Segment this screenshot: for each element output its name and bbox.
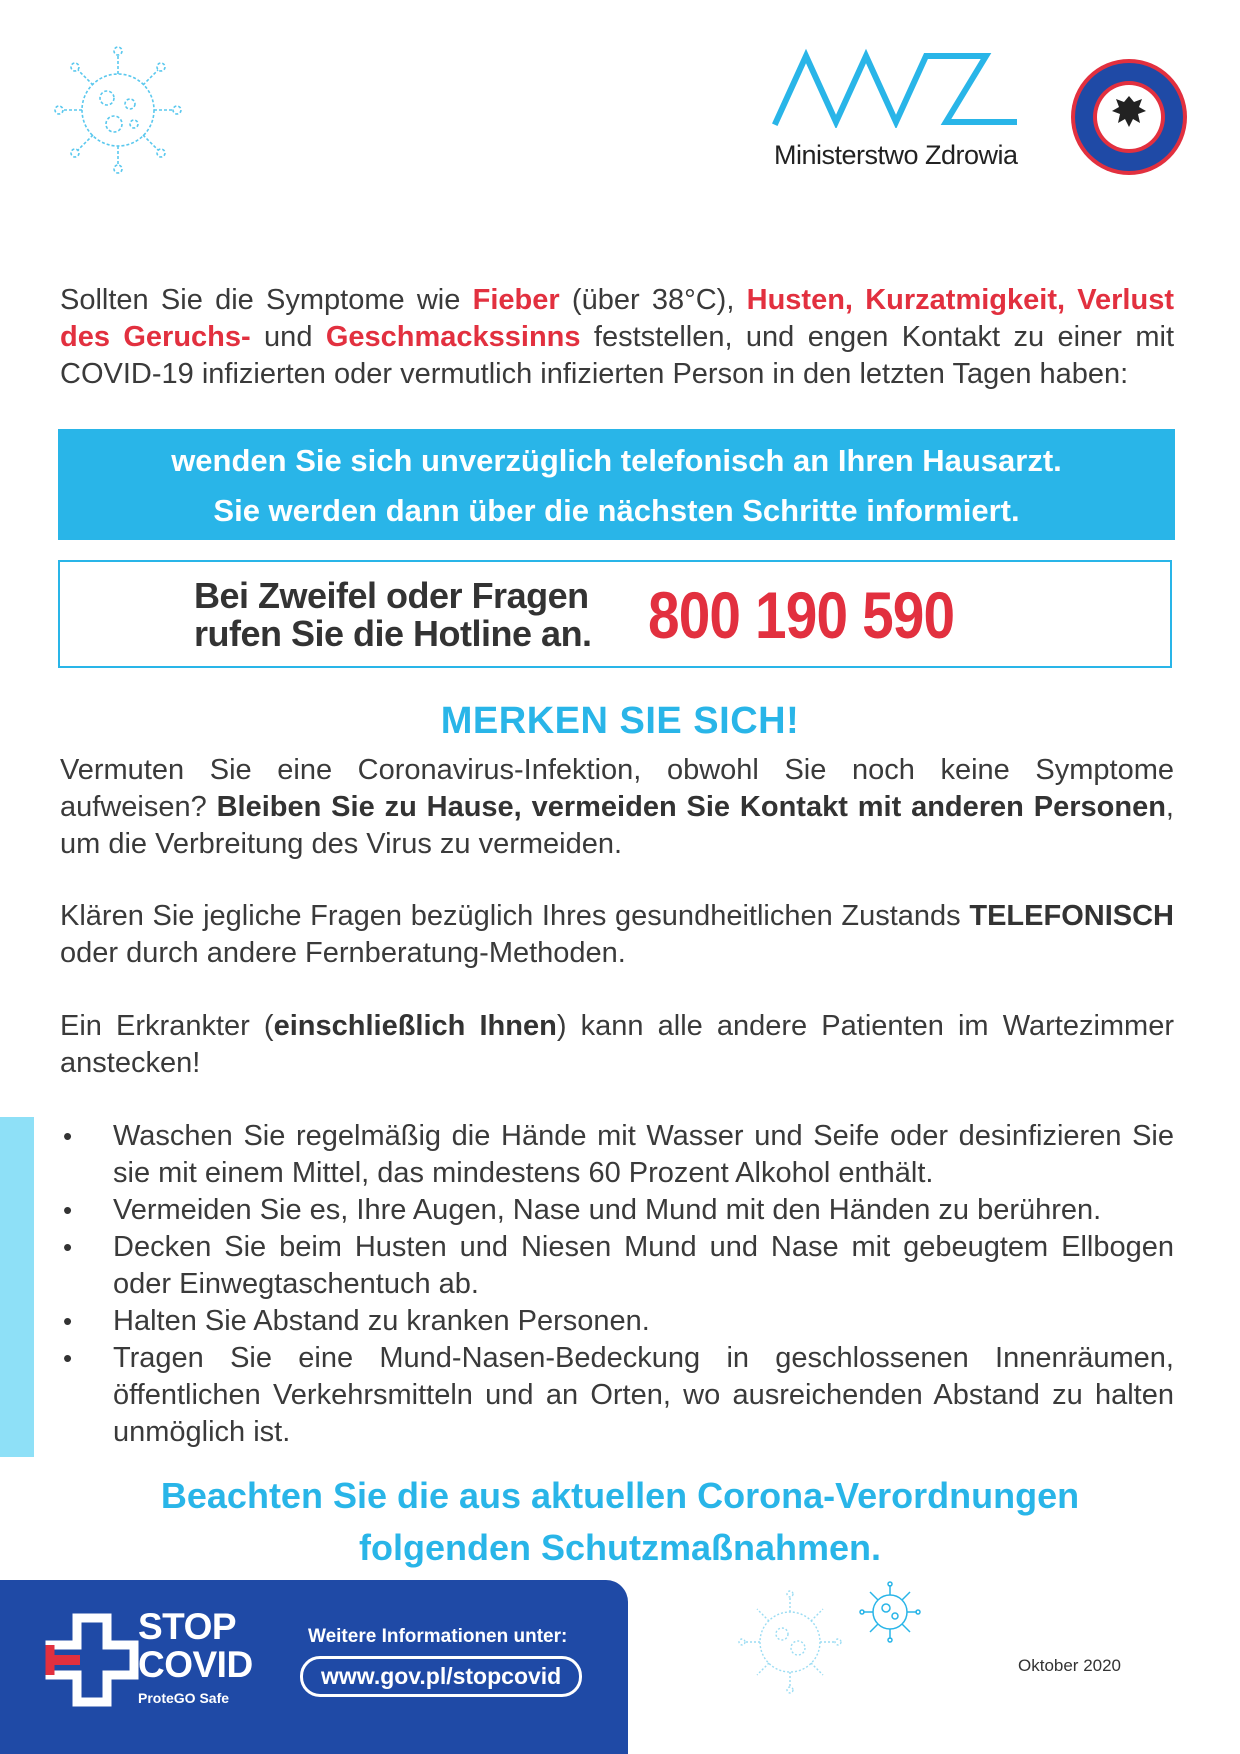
- remember-paragraph-3: [60, 1008, 1174, 1082]
- intro-text: und: [250, 321, 326, 353]
- list-item: • Vermeiden Sie es, Ihre Augen, Nase und Mund mit den Händen zu berühren.: [60, 1192, 1174, 1229]
- hotline-label-line-1: Bei Zweifel oder Fragen: [194, 575, 589, 616]
- remember-paragraph-1: [60, 752, 1174, 863]
- cta-line-1: wenden Sie sich unverzüglich telefonisch an Ihren Hausarzt.: [171, 443, 1062, 478]
- hotline-label: [194, 577, 592, 653]
- list-item: • Decken Sie beim Husten und Niesen Mund und Nase mit gebeugtem Ellbogen oder Einwegtaschentuch ab.: [60, 1229, 1174, 1303]
- p1-emphasis: Bleiben Sie zu Hause, vermeiden Sie Kontakt mit anderen Personen: [216, 791, 1166, 823]
- more-info-label: Weitere Informationen unter:: [308, 1626, 568, 1647]
- p1-text: , um die Verbreitung des Virus zu vermeiden.: [60, 791, 1174, 860]
- symptom-taste: Geschmackssinns: [325, 321, 581, 353]
- publication-date: Oktober 2020: [1018, 1656, 1122, 1675]
- stopcovid-cross-icon: [42, 1610, 142, 1710]
- symptom-cough: Husten, Kurzatmigkeit, Verlust des Geruchs-: [60, 284, 1174, 353]
- list-item: • Halten Sie Abstand zu kranken Personen.: [60, 1303, 1174, 1340]
- more-info-link[interactable]: www.gov.pl/stopcovid: [300, 1656, 582, 1697]
- ministry-logo-icon: [770, 48, 1020, 128]
- closing-line-1: Beachten Sie die aus aktuellen Corona-Verordnungen: [160, 1475, 1080, 1516]
- p3-emphasis: einschließlich Ihnen: [273, 1010, 557, 1042]
- p1-text: Vermuten Sie eine Coronavirus-Infektion, obwohl Sie noch keine Symptome aufweisen?: [60, 754, 1174, 823]
- intro-text: (über 38°C),: [559, 284, 747, 316]
- p2-text: Klären Sie jegliche Fragen bezüglich Ihres gesundheitlichen Zustands: [60, 900, 970, 932]
- ministry-name: Ministerstwo Zdrowia: [774, 140, 1018, 170]
- virus-decoration-icon: [52, 44, 184, 176]
- p2-text: oder durch andere Fernberatung-Methoden.: [60, 937, 626, 969]
- p3-text: ) kann alle andere Patienten im Wartezimmer anstecken!: [60, 1010, 1175, 1079]
- cta-line-2: Sie werden dann über die nächsten Schritte informiert.: [213, 493, 1020, 528]
- symptom-fever: Fieber: [472, 284, 560, 316]
- hotline-box: [58, 560, 1172, 668]
- stopcovid-footer-panel: [0, 1580, 628, 1754]
- stopcovid-subtitle: ProteGO Safe: [138, 1690, 230, 1706]
- intro-text: Sollten Sie die Symptome wie: [60, 284, 473, 316]
- list-item: • Waschen Sie regelmäßig die Hände mit Wasser und Seife oder desinfizieren Sie sie mit einem Mittel, das mindestens 60 Prozent Alkohol enthält.: [60, 1118, 1174, 1192]
- remember-heading: MERKEN SIE SICH!: [440, 700, 800, 742]
- virus-decoration-icon: [736, 1588, 844, 1696]
- side-accent-bar: [0, 1117, 34, 1457]
- list-item: • Tragen Sie eine Mund-Nasen-Bedeckung in geschlossenen Innenräumen, öffentlichen Verkehrsmitteln und an Orten, wo ausreichenden Abstand zu halten unmöglich ist.: [60, 1340, 1174, 1451]
- intro-paragraph: [60, 282, 1174, 393]
- stopcovid-stop: STOP: [138, 1606, 237, 1647]
- call-doctor-banner: [58, 429, 1175, 540]
- sanitary-inspectorate-seal-icon: [1068, 56, 1190, 178]
- p3-text: Ein Erkrankter (: [60, 1010, 274, 1042]
- intro-text: feststellen, und engen Kontakt zu einer mit COVID-19 infizierten oder vermutlich infizierten Person in den letzten Tagen haben:: [60, 321, 1174, 390]
- closing-line-2: folgenden Schutzmaßnahmen.: [358, 1527, 882, 1568]
- hotline-number[interactable]: 800 190 590: [648, 578, 955, 652]
- remember-paragraph-2: [60, 898, 1174, 972]
- stopcovid-title: [138, 1608, 253, 1684]
- p2-emphasis: TELEFONISCH: [969, 900, 1174, 932]
- virus-decoration-icon: [858, 1580, 922, 1644]
- closing-message: [0, 1470, 1240, 1574]
- stopcovid-covid: COVID: [138, 1644, 253, 1685]
- hygiene-rules-list: [60, 1118, 1174, 1451]
- hotline-label-line-2: rufen Sie die Hotline an.: [194, 613, 592, 654]
